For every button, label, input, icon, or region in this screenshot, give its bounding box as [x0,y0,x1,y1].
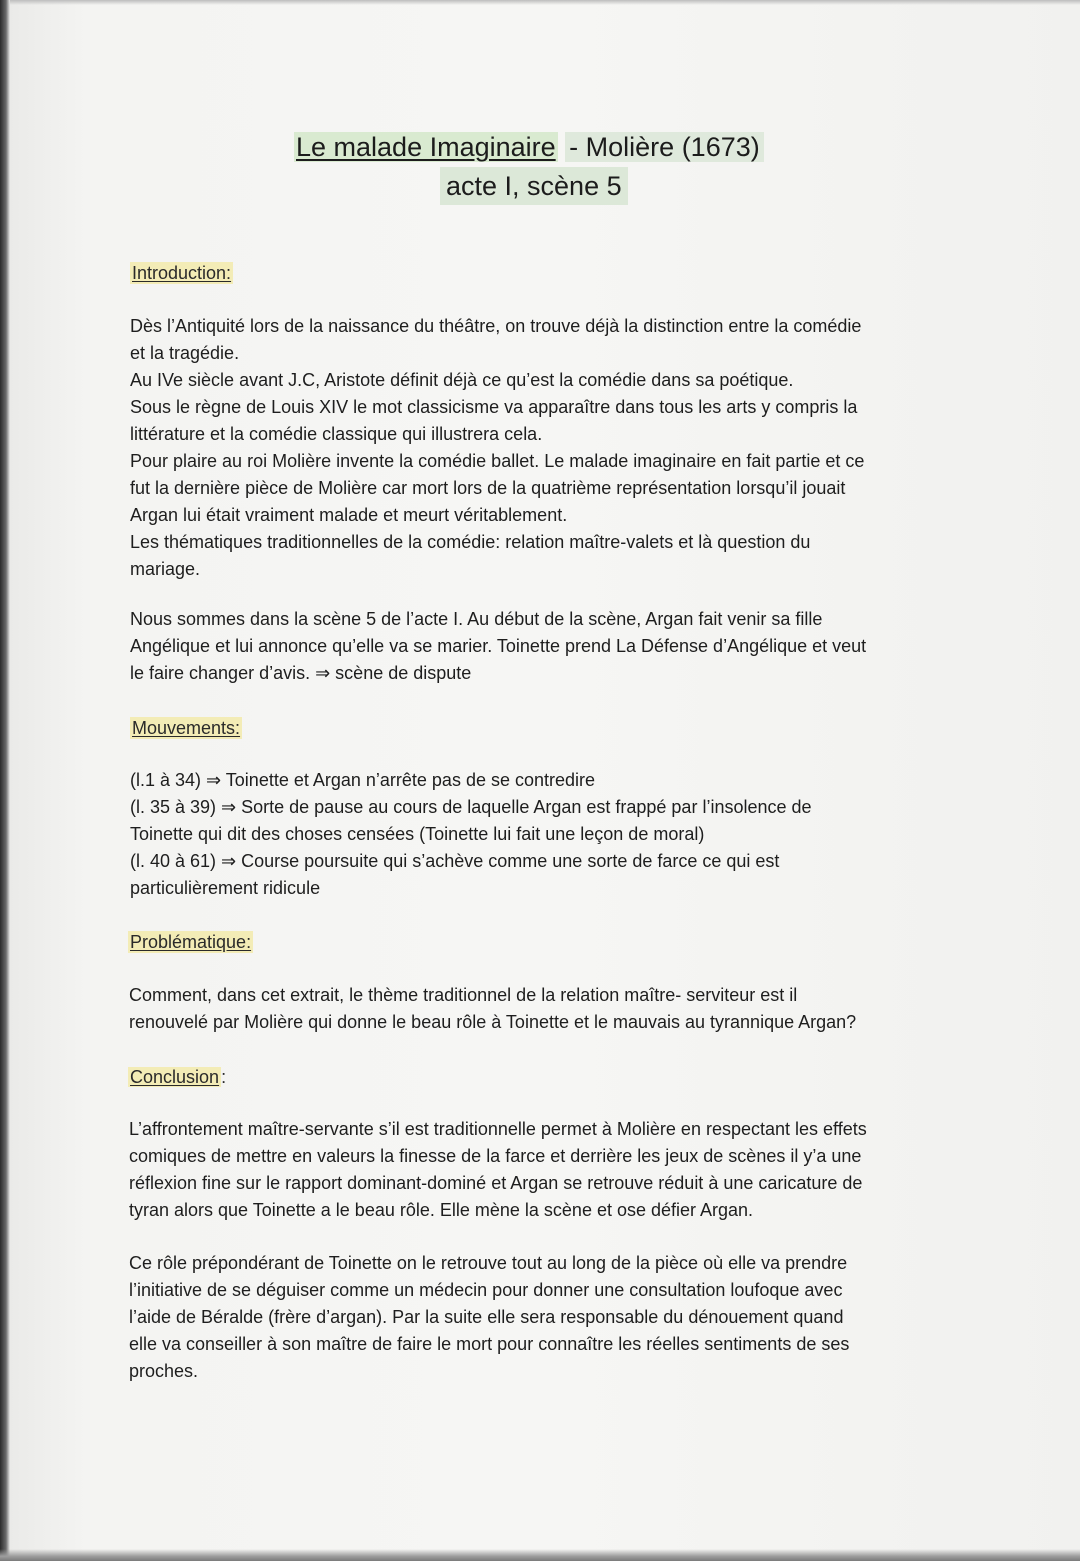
text-line: Au IVe siècle avant J.C, Aristote définit déjà ce qu’est la comédie dans sa poétique. [130,370,794,390]
text-line: Les thématiques traditionnelles de la comédie: relation maître-valets et là question du [130,532,811,552]
text-line: Argan lui était vraiment malade et meurt véritablement. [130,505,568,525]
text-line: réflexion fine sur le rapport dominant-dominé et Argan se retrouve réduit à une caricature de [129,1173,863,1193]
text-line: particulièrement ridicule [130,878,321,898]
text-line: (l. 35 à 39) ⇒ Sorte de pause au cours de laquelle Argan est frappé par l’insolence de [130,797,812,817]
text-line: Comment, dans cet extrait, le thème traditionnel de la relation maître- serviteur est il [129,985,798,1005]
text-line: Nous sommes dans la scène 5 de l’acte I. Au début de la scène, Argan fait venir sa fille [130,609,823,629]
text-line: fut la dernière pièce de Molière car mort lors de la quatrième représentation lorsqu’il jouait [130,478,846,498]
heading-conclusion: Conclusion [130,1067,220,1087]
text-line: proches. [129,1361,199,1381]
introduction-paragraph [130,313,960,583]
text-line: Toinette qui dit des choses censées (Toinette lui fait une leçon de moral) [130,824,705,844]
text-line: l’aide de Béralde (frère d’argan). Par la suite elle sera responsable du dénouement quand [129,1307,844,1327]
text-line: le faire changer d’avis. ⇒ scène de dispute [130,663,472,683]
heading-mouvements: Mouvements: [132,718,241,738]
heading-problematique: Problématique: [130,932,252,952]
text-line: l’initiative de se déguiser comme un médecin pour donner une consultation loufoque avec [129,1280,843,1300]
document-title [294,128,764,166]
page-bottom-shadow [0,1549,1080,1561]
text-line: mariage. [130,559,201,579]
title-author: - Molière (1673) [565,132,764,162]
text-line: L’affrontement maître-servante s’il est traditionnelle permet à Molière en respectant les effets [129,1119,867,1139]
heading-conclusion-colon: : [221,1067,227,1087]
situation-paragraph [130,606,960,687]
text-line: (l.1 à 34) ⇒ Toinette et Argan n’arrête pas de se contredire [130,770,596,790]
text-line: tyran alors que Toinette a le beau rôle. Elle mène la scène et ose défier Argan. [129,1200,754,1220]
heading-conclusion-wrap [128,1066,226,1088]
text-line: comiques de mettre en valeurs la finesse de la farce et derrière les jeux de scènes il y’a une [129,1146,862,1166]
page-top-shadow [10,0,1080,5]
text-line: Ce rôle prépondérant de Toinette on le retrouve tout au long de la pièce où elle va prendre [129,1253,848,1273]
page-left-shadow [0,0,10,1561]
text-line: Pour plaire au roi Molière invente la comédie ballet. Le malade imaginaire en fait partie et ce [130,451,865,471]
text-line: Sous le règne de Louis XIV le mot classicisme va apparaître dans tous les arts y compris la [130,397,858,417]
problematique-paragraph [129,982,959,1036]
text-line: (l. 40 à 61) ⇒ Course poursuite qui s’achève comme une sorte de farce ce qui est [130,851,780,871]
text-line: elle va conseiller à son maître de faire le mort pour connaître les réelles sentiments de ses [129,1334,850,1354]
mouvements-list [130,767,960,902]
text-line: Dès l’Antiquité lors de la naissance du théâtre, on trouve déjà la distinction entre la comédie [130,316,862,336]
closing-paragraph [129,1250,959,1385]
conclusion-paragraph [129,1116,959,1224]
text-line: littérature et la comédie classique qui illustrera cela. [130,424,543,444]
title-work: Le malade Imaginaire [296,132,556,162]
text-line: renouvelé par Molière qui donne le beau rôle à Toinette et le mauvais au tyrannique Argan? [129,1012,857,1032]
text-line: Angélique et lui annonce qu’elle va se marier. Toinette prend La Défense d’Angélique et veut [130,636,867,656]
text-line: et la tragédie. [130,343,240,363]
heading-introduction: Introduction: [132,263,232,283]
document-subtitle: acte I, scène 5 [440,167,628,205]
